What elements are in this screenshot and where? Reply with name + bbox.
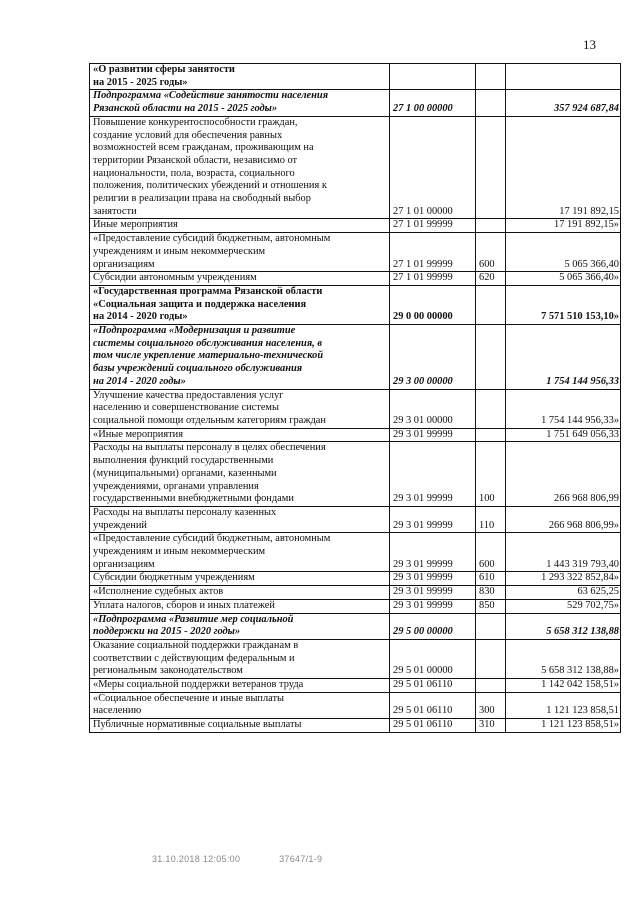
row-expense-type: [476, 679, 506, 693]
budget-table-body: [90, 64, 621, 733]
row-description-text: «Предоставление субсидий бюджетным, автономным учреждениям и иным некоммерческим организациям: [93, 533, 331, 570]
row-target-code: [390, 428, 476, 442]
row-target-code: [390, 586, 476, 600]
row-amount: [506, 272, 621, 286]
row-amount: [506, 64, 621, 90]
row-expense-type: [476, 719, 506, 733]
table-row: [90, 285, 621, 324]
row-description: [90, 389, 390, 428]
row-amount-text: 1 751 649 056,33: [546, 428, 619, 440]
row-amount: [506, 692, 621, 718]
row-target-code-text: 29 3 01 99999: [393, 599, 453, 611]
row-amount-text: 1 293 322 852,84»: [541, 572, 619, 584]
row-expense-type-text: 310: [479, 719, 495, 731]
row-description: [90, 586, 390, 600]
row-amount: [506, 90, 621, 116]
row-target-code: [390, 389, 476, 428]
row-target-code-text: 29 5 01 06110: [393, 719, 453, 731]
row-target-code-text: 29 3 01 99999: [393, 586, 453, 598]
row-expense-type: [476, 90, 506, 116]
row-description: [90, 639, 390, 678]
row-description-text: «Исполнение судебных актов: [93, 586, 224, 598]
row-target-code: [390, 90, 476, 116]
row-expense-type: [476, 613, 506, 639]
row-amount-text: 5 658 312 138,88: [546, 626, 619, 638]
table-row: [90, 428, 621, 442]
table-row: [90, 325, 621, 390]
row-amount-text: 17 191 892,15: [559, 205, 619, 217]
table-row: [90, 272, 621, 286]
table-row: [90, 639, 621, 678]
row-description-text: «Подпрограмма «Развитие мер социальной поддержки на 2015 - 2020 годы»: [93, 613, 294, 638]
row-amount-text: 5 658 312 138,88»: [541, 665, 619, 677]
row-target-code-text: 29 5 01 00000: [393, 665, 453, 677]
row-description: [90, 428, 390, 442]
row-description: [90, 285, 390, 324]
row-description: [90, 219, 390, 233]
row-amount: [506, 639, 621, 678]
table-row: [90, 90, 621, 116]
table-row: [90, 389, 621, 428]
row-amount: [506, 325, 621, 390]
row-target-code: [390, 233, 476, 272]
row-target-code: [390, 639, 476, 678]
row-description: [90, 679, 390, 693]
row-expense-type: [476, 586, 506, 600]
row-description: [90, 272, 390, 286]
row-expense-type-text: 100: [479, 493, 495, 505]
row-expense-type: [476, 442, 506, 507]
row-expense-type-text: 850: [479, 599, 495, 611]
row-target-code-text: 29 3 01 99999: [393, 519, 453, 531]
row-description-text: «О развитии сферы занятости на 2015 - 2025 годы»: [93, 64, 235, 88]
row-expense-type-text: 110: [479, 519, 495, 531]
row-description-text: Улучшение качества предоставления услуг населению и совершенствование системы социальной помощи отдельным категориям граждан: [93, 389, 326, 426]
row-target-code: [390, 285, 476, 324]
row-description-text: «Предоставление субсидий бюджетным, автономным учреждениям и иным некоммерческим организациям: [93, 233, 331, 270]
row-description-text: Повышение конкурентоспособности граждан, создание условий для обеспечения равных возможностей всем гражданам, проживающим на территории Рязанской области, независимо от национальности, пола, возраста, социального положения, политических убеждений и отношения к религии в реализации права на свободный выбор занятости: [93, 116, 327, 217]
row-amount-text: 63 625,25: [577, 586, 619, 598]
row-description: [90, 533, 390, 572]
row-target-code-text: 29 3 01 99999: [393, 493, 453, 505]
row-description-text: «Государственная программа Рязанской области «Социальная защита и поддержка населения на 2014 - 2020 годы»: [93, 285, 323, 323]
table-row: [90, 442, 621, 507]
row-amount: [506, 389, 621, 428]
row-target-code-text: 27 1 01 99999: [393, 219, 453, 231]
table-row: [90, 233, 621, 272]
row-target-code: [390, 64, 476, 90]
row-target-code-text: 29 0 00 00000: [393, 311, 453, 323]
row-amount-text: 266 968 806,99: [554, 493, 619, 505]
row-expense-type: [476, 325, 506, 390]
row-amount-text: 5 065 366,40»: [559, 272, 619, 284]
row-description: [90, 442, 390, 507]
row-target-code-text: 27 1 00 00000: [393, 103, 453, 115]
row-target-code: [390, 442, 476, 507]
row-target-code-text: 29 5 01 06110: [393, 705, 453, 717]
row-target-code-text: 27 1 01 00000: [393, 205, 453, 217]
document-footer: [152, 854, 322, 864]
row-description-text: Уплата налогов, сборов и иных платежей: [93, 599, 275, 611]
row-description-text: Иные мероприятия: [93, 219, 178, 231]
row-amount-text: 529 702,75»: [567, 599, 619, 611]
row-target-code: [390, 613, 476, 639]
row-description: [90, 116, 390, 219]
row-amount: [506, 219, 621, 233]
row-description-text: Оказание социальной поддержки гражданам в соответствии с действующим федеральным и региональным законодательством: [93, 639, 299, 677]
row-description-text: Субсидии бюджетным учреждениям: [93, 572, 255, 584]
row-description: [90, 64, 390, 90]
table-row: [90, 692, 621, 718]
table-row: [90, 219, 621, 233]
row-expense-type: [476, 428, 506, 442]
row-target-code: [390, 572, 476, 586]
row-description-text: «Иные мероприятия: [93, 428, 184, 440]
row-expense-type-text: 620: [479, 272, 495, 284]
row-description-text: «Социальное обеспечение и иные выплаты населению: [93, 692, 285, 717]
row-description: [90, 692, 390, 718]
row-target-code-text: 27 1 01 99999: [393, 272, 453, 284]
row-expense-type: [476, 64, 506, 90]
footer-timestamp: 31.10.2018 12:05:00: [152, 854, 241, 864]
row-amount-text: 7 571 510 153,10»: [541, 311, 619, 323]
row-target-code-text: 29 5 00 00000: [393, 626, 453, 638]
row-expense-type: [476, 219, 506, 233]
row-amount: [506, 599, 621, 613]
page-number: 13: [583, 37, 596, 52]
row-description: [90, 719, 390, 733]
row-expense-type: [476, 639, 506, 678]
row-target-code: [390, 219, 476, 233]
row-description: [90, 506, 390, 532]
row-target-code: [390, 533, 476, 572]
row-expense-type-text: 600: [479, 558, 495, 570]
row-target-code: [390, 325, 476, 390]
table-row: [90, 572, 621, 586]
row-target-code: [390, 719, 476, 733]
row-description-text: Расходы на выплаты персоналу в целях обеспечения выполнения функций государственными (муниципальными) органами, казенными учреждениями, органами управления государственными внебюджетными фондами: [93, 442, 326, 505]
table-row: [90, 679, 621, 693]
budget-table: [89, 63, 621, 733]
row-expense-type: [476, 272, 506, 286]
row-expense-type: [476, 506, 506, 532]
row-amount-text: 1 142 042 158,51»: [541, 679, 619, 691]
row-expense-type-text: 830: [479, 586, 495, 598]
row-amount-text: 5 065 366,40: [564, 258, 619, 270]
row-amount: [506, 613, 621, 639]
row-target-code-text: 27 1 01 99999: [393, 258, 453, 270]
table-row: [90, 64, 621, 90]
row-target-code-text: 29 3 01 99999: [393, 572, 453, 584]
row-amount: [506, 572, 621, 586]
row-amount: [506, 506, 621, 532]
row-expense-type: [476, 692, 506, 718]
row-target-code-text: 29 3 00 00000: [393, 375, 453, 387]
table-row: [90, 586, 621, 600]
row-expense-type: [476, 285, 506, 324]
row-amount-text: 1 443 319 793,40: [546, 558, 619, 570]
row-target-code: [390, 679, 476, 693]
row-expense-type-text: 610: [479, 572, 495, 584]
row-amount-text: 1 754 144 956,33: [546, 375, 619, 387]
row-amount-text: 1 121 123 858,51»: [541, 719, 619, 731]
row-target-code-text: 29 3 01 00000: [393, 414, 453, 426]
row-expense-type: [476, 116, 506, 219]
row-description-text: Подпрограмма «Содействие занятости населения Рязанской области на 2015 - 2025 годы»: [93, 90, 329, 115]
row-description-text: Расходы на выплаты персоналу казенных учреждений: [93, 506, 277, 531]
row-amount: [506, 233, 621, 272]
row-amount: [506, 428, 621, 442]
row-amount: [506, 285, 621, 324]
footer-document-id: 37647/1-9: [279, 854, 323, 864]
row-description-text: Публичные нормативные социальные выплаты: [93, 719, 302, 731]
row-target-code-text: 29 3 01 99999: [393, 558, 453, 570]
row-amount: [506, 116, 621, 219]
row-expense-type-text: 300: [479, 705, 495, 717]
row-description: [90, 572, 390, 586]
row-amount: [506, 442, 621, 507]
row-target-code-text: 29 5 01 06110: [393, 679, 453, 691]
row-expense-type: [476, 233, 506, 272]
row-description: [90, 599, 390, 613]
row-target-code: [390, 272, 476, 286]
table-row: [90, 719, 621, 733]
row-target-code: [390, 116, 476, 219]
row-description: [90, 613, 390, 639]
row-description: [90, 325, 390, 390]
row-target-code: [390, 599, 476, 613]
table-row: [90, 599, 621, 613]
row-description-text: «Подпрограмма «Модернизация и развитие системы социального обслуживания населения, в том числе укрепление материально-технической базы учреждений социального обслуживания на 2014 - 2020 годы»: [93, 325, 324, 387]
row-amount-text: 17 191 892,15»: [554, 219, 619, 231]
row-amount: [506, 679, 621, 693]
row-expense-type: [476, 389, 506, 428]
row-target-code: [390, 692, 476, 718]
row-expense-type: [476, 599, 506, 613]
row-amount-text: 266 968 806,99»: [548, 519, 619, 531]
table-row: [90, 116, 621, 219]
row-expense-type: [476, 572, 506, 586]
row-amount: [506, 719, 621, 733]
row-description-text: «Меры социальной поддержки ветеранов труда: [93, 679, 304, 691]
row-expense-type: [476, 533, 506, 572]
table-row: [90, 506, 621, 532]
row-description: [90, 233, 390, 272]
table-row: [90, 613, 621, 639]
table-row: [90, 533, 621, 572]
row-target-code-text: 29 3 01 99999: [393, 428, 453, 440]
row-amount: [506, 533, 621, 572]
row-amount: [506, 586, 621, 600]
row-amount-text: 1 121 123 858,51: [546, 705, 619, 717]
row-description-text: Субсидии автономным учреждениям: [93, 272, 257, 284]
row-target-code: [390, 506, 476, 532]
row-expense-type-text: 600: [479, 258, 495, 270]
row-amount-text: 357 924 687,84: [554, 103, 619, 115]
row-description: [90, 90, 390, 116]
row-amount-text: 1 754 144 956,33»: [541, 414, 619, 426]
